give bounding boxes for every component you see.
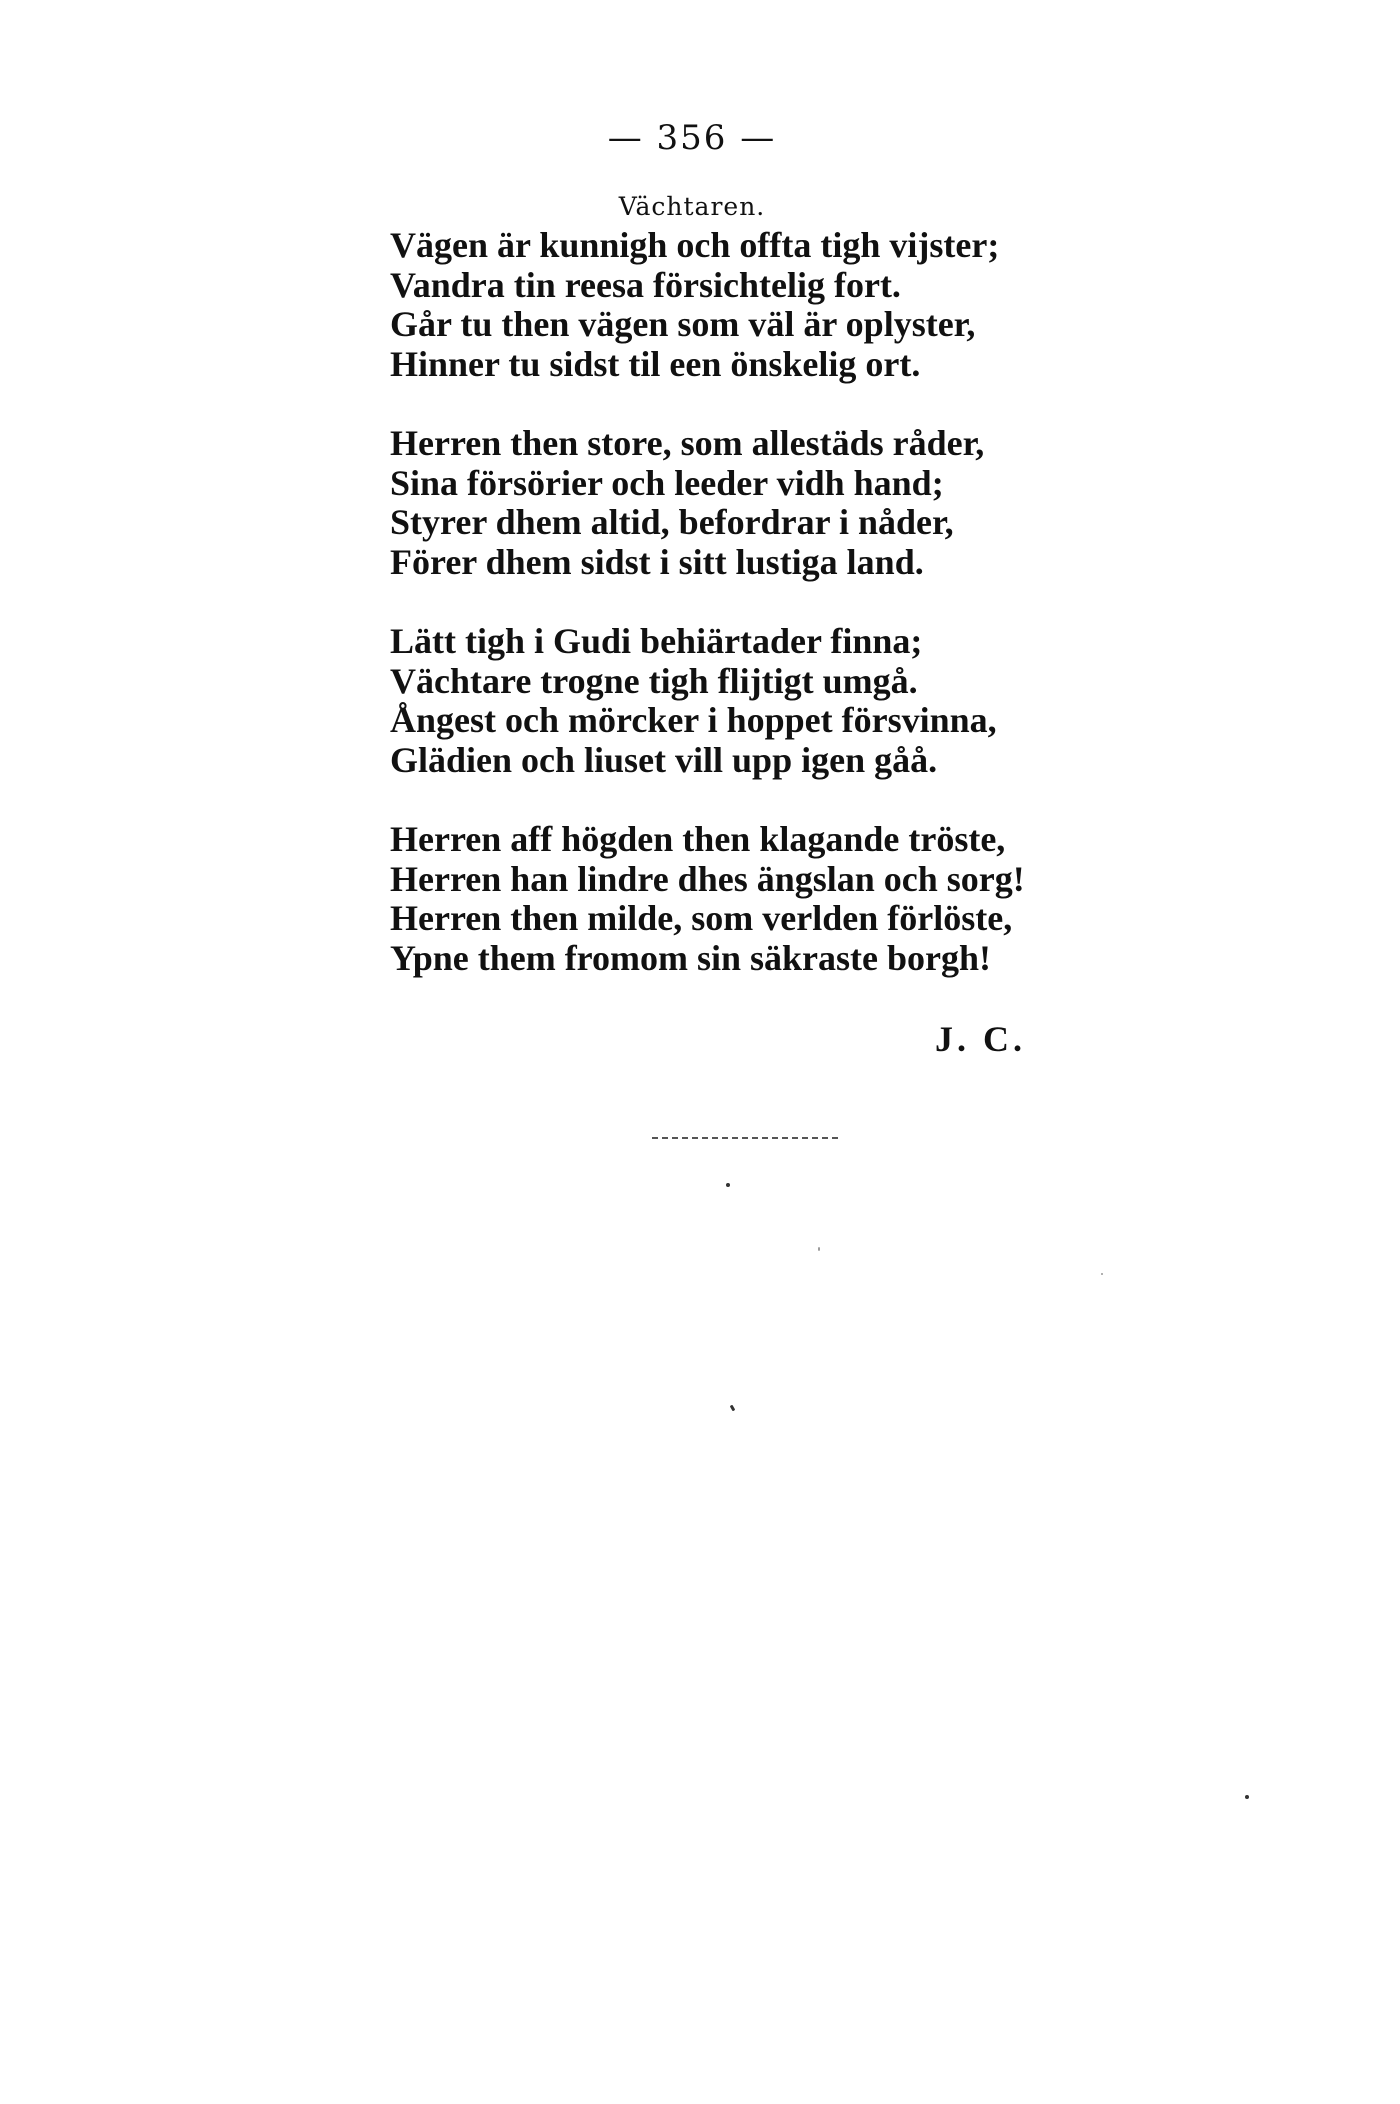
poem-line: Vägen är kunnigh och offta tigh vijster; xyxy=(390,225,1000,265)
poem xyxy=(390,226,1090,1018)
poem-line: Lätt tigh i Gudi behiärtader finna; xyxy=(390,621,923,661)
print-speck xyxy=(1101,1273,1103,1275)
print-speck xyxy=(730,1405,736,1412)
signature: J. C. xyxy=(935,1019,1026,1059)
poem-line: Ångest och mörcker i hoppet försvinna, xyxy=(390,700,997,740)
stanza-2 xyxy=(390,424,1090,582)
poem-line: Glädien och liuset vill upp igen gåå. xyxy=(390,739,938,780)
print-speck xyxy=(726,1183,730,1187)
poem-line: Sina försörier och leeder vidh hand; xyxy=(390,462,944,503)
stanza-1 xyxy=(390,226,1090,384)
poem-line: Herren aff högden then klagande tröste, xyxy=(390,819,1006,859)
poem-line: Ypne them fromom sin säkraste borgh! xyxy=(390,937,992,978)
poem-line: Förer dhem sidst i sitt lustiga land. xyxy=(390,541,924,582)
end-rule xyxy=(652,1137,838,1139)
poem-line: Herren han lindre dhes ängslan och sorg! xyxy=(390,858,1025,899)
poem-title: Vächtaren. xyxy=(618,192,766,221)
poem-line: Vächtare trogne tigh flijtigt umgå. xyxy=(390,660,918,701)
stanza-4 xyxy=(390,820,1090,978)
poem-line: Styrer dhem altid, befordrar i nåder, xyxy=(390,502,954,542)
page-number: — 356 — xyxy=(607,118,777,158)
print-speck xyxy=(1245,1795,1249,1799)
poem-line: Herren then store, som allestäds råder, xyxy=(390,423,985,463)
print-speck xyxy=(818,1247,820,1251)
poem-line: Hinner tu sidst til een önskelig ort. xyxy=(390,343,921,384)
poem-line: Vandra tin reesa försichtelig fort. xyxy=(390,264,901,305)
stanza-3 xyxy=(390,622,1090,780)
poem-line: Går tu then vägen som väl är oplyster, xyxy=(390,304,976,344)
poem-line: Herren then milde, som verlden förlöste, xyxy=(390,898,1013,938)
